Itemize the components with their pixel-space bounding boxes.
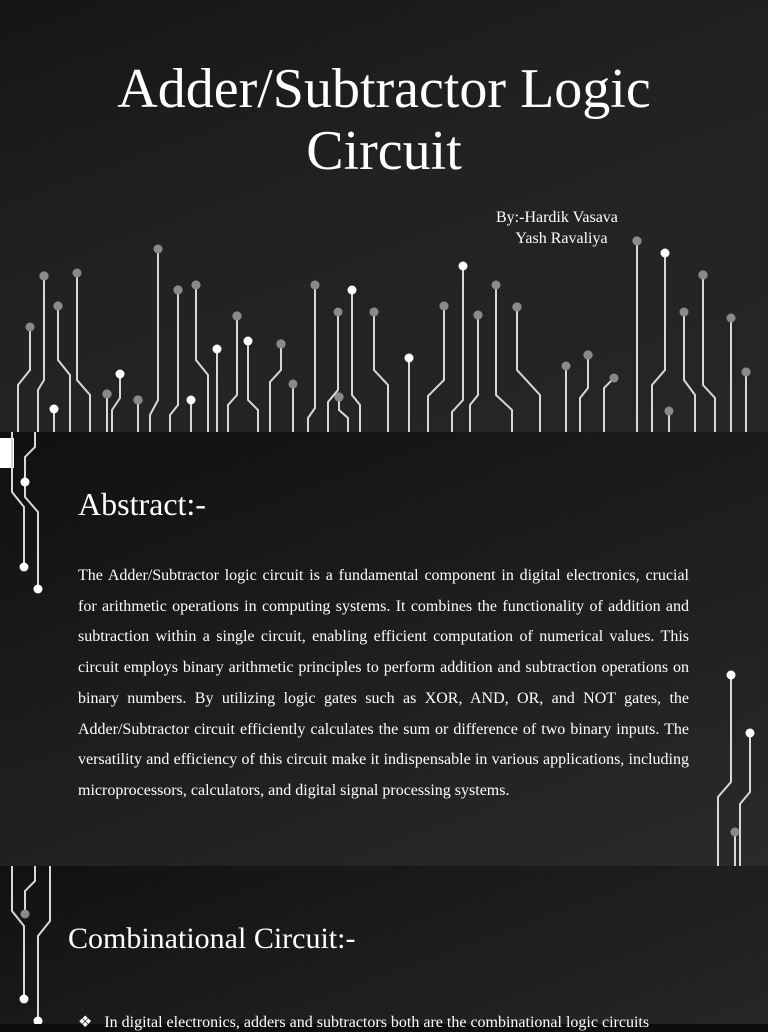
circuit-node-dot	[116, 370, 125, 379]
page-title	[0, 58, 768, 182]
circuit-node-dot	[134, 396, 143, 405]
circuit-node-dot	[289, 380, 298, 389]
circuit-node-dot	[699, 271, 708, 280]
circuit-trace-line	[12, 866, 24, 999]
circuit-trace-line	[718, 675, 731, 866]
circuit-trace-line	[496, 285, 512, 432]
circuit-trace-line	[25, 866, 35, 914]
circuit-node-dot	[440, 302, 449, 311]
title-line-2: Circuit	[306, 120, 462, 182]
circuit-node-dot	[727, 314, 736, 323]
circuit-node-dot	[20, 563, 29, 572]
circuit-node-dot	[334, 308, 343, 317]
circuit-node-dot	[311, 281, 320, 290]
circuit-trace-line	[652, 253, 665, 432]
circuit-node-dot	[348, 286, 357, 295]
circuit-node-dot	[233, 312, 242, 321]
circuit-node-dot	[459, 262, 468, 271]
circuit-trace-line	[604, 378, 614, 432]
circuit-node-dot	[244, 337, 253, 346]
circuit-node-dot	[21, 478, 30, 487]
circuit-trace-line	[196, 285, 208, 432]
circuit-node-dot	[633, 237, 642, 246]
circuit-trace-line	[517, 307, 540, 432]
circuit-trace-line	[703, 275, 715, 432]
circuit-node-dot	[34, 1017, 43, 1025]
circuit-trace-line	[58, 306, 70, 432]
circuit-node-dot	[26, 323, 35, 332]
circuit-node-dot	[277, 340, 286, 349]
circuit-trace-line	[77, 273, 90, 432]
circuit-trace-line	[38, 866, 50, 1021]
circuit-trace-line	[170, 290, 178, 432]
abstract-body: The Adder/Subtractor logic circuit is a fundamental component in digital electronics, crucial for arithmetic operations in computing systems. It combines the functionality of addition and subtraction within a single circuit, enabling efficient computation of numerical values. This circuit employs binary arithmetic principles to perform addition and subtraction operations on binary numbers. By utilizing logic gates such as XOR, AND, OR, and NOT gates, the Adder/Subtractor circuit efficiently calculates the sum or difference of two binary inputs. The versatility and efficiency of this circuit make it indispensable in various applications, including microprocessors, calculators, and digital signal processing systems.	[78, 567, 689, 799]
circuit-trace-line	[112, 374, 120, 432]
author-block	[496, 207, 618, 249]
circuit-node-dot	[192, 281, 201, 290]
circuit-trace-line	[470, 315, 478, 432]
combinational-heading: Combinational Circuit:-	[68, 922, 356, 955]
circuit-trace-line	[38, 276, 44, 432]
circuit-node-dot	[370, 308, 379, 317]
circuit-node-dot	[187, 396, 196, 405]
circuit-trace-line	[428, 306, 444, 432]
circuit-trace-line	[25, 482, 38, 589]
circuit-node-dot	[335, 393, 344, 402]
circuit-trace-line	[150, 249, 158, 432]
circuit-trace-line	[25, 432, 35, 482]
circuit-trace-line	[452, 266, 463, 432]
title-slide	[0, 0, 768, 432]
circuit-node-dot	[746, 729, 755, 738]
circuit-trace-line	[580, 355, 588, 432]
circuit-node-dot	[680, 308, 689, 317]
circuit-node-dot	[562, 362, 571, 371]
circuit-trace-line	[270, 344, 281, 432]
circuit-node-dot	[54, 302, 63, 311]
circuit-node-dot	[584, 351, 593, 360]
circuit-trace-line	[684, 312, 695, 432]
circuit-node-dot	[742, 368, 751, 377]
circuit-node-dot	[154, 245, 163, 254]
circuit-node-dot	[20, 995, 29, 1004]
author-1: By:-Hardik Vasava	[496, 209, 618, 226]
circuit-node-dot	[665, 407, 674, 416]
circuit-trace-line	[352, 290, 360, 432]
circuit-trace-line	[374, 312, 388, 432]
circuit-node-dot	[405, 354, 414, 363]
diamond-bullet-icon: ❖	[78, 1014, 93, 1031]
circuit-trace-line	[228, 316, 237, 432]
circuit-trace-line	[18, 327, 30, 432]
circuit-node-dot	[73, 269, 82, 278]
circuit-trace-line	[328, 312, 338, 432]
circuit-node-dot	[213, 345, 222, 354]
circuit-node-dot	[40, 272, 49, 281]
circuit-node-dot	[492, 281, 501, 290]
circuit-node-dot	[474, 311, 483, 320]
circuit-node-dot	[21, 910, 30, 919]
circuit-trace-line	[308, 285, 315, 432]
circuit-node-dot	[610, 374, 619, 383]
circuit-node-dot	[513, 303, 522, 312]
circuit-trace-line	[339, 397, 348, 432]
circuit-trace-line	[740, 733, 750, 866]
bullet-text: In digital electronics, adders and subtractors both are the combinational logic circuits	[104, 1014, 650, 1031]
author-2: Yash Ravaliya	[496, 230, 608, 247]
circuit-node-dot	[727, 671, 736, 680]
bullet-item	[78, 1012, 698, 1032]
circuit-node-dot	[661, 249, 670, 258]
circuit-trace-line	[248, 341, 258, 432]
circuit-node-dot	[50, 405, 59, 414]
title-line-1: Adder/Subtractor Logic	[117, 58, 651, 120]
circuit-node-dot	[731, 828, 740, 837]
circuit-node-dot	[34, 585, 43, 594]
abstract-heading: Abstract:-	[78, 486, 206, 522]
circuit-node-dot	[174, 286, 183, 295]
circuit-node-dot	[103, 390, 112, 399]
